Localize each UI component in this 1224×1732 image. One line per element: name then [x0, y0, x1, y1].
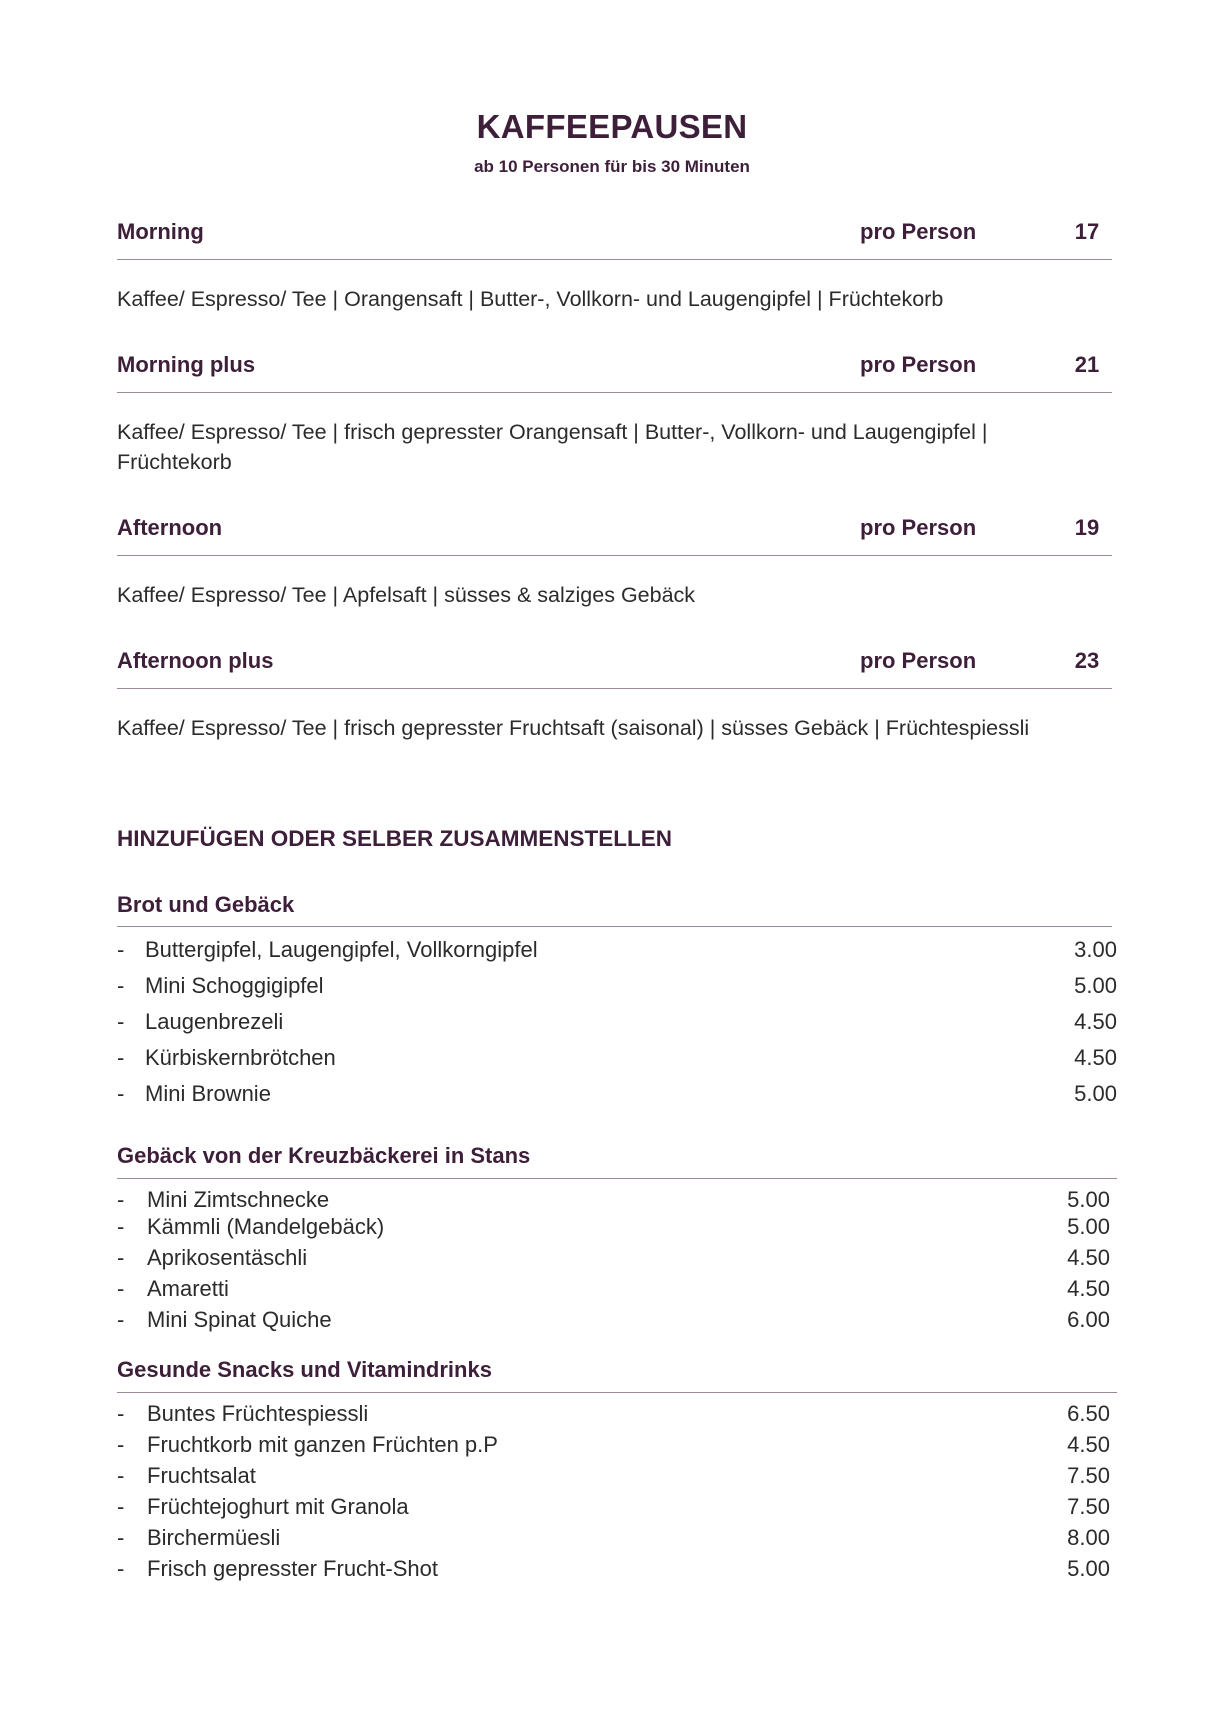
list-item: [117, 1432, 1110, 1462]
item-price: 6.00: [1067, 1307, 1110, 1332]
package-price: 23: [1074, 648, 1100, 673]
package-name: Afternoon: [117, 515, 223, 540]
item-bullet: -: [117, 1009, 125, 1034]
item-name: Mini Brownie: [145, 1081, 271, 1106]
item-name: Aprikosentäschli: [147, 1245, 308, 1270]
item-price: 8.00: [1067, 1525, 1110, 1550]
item-price: 5.00: [1067, 1556, 1110, 1581]
list-item: [117, 1045, 1117, 1075]
item-name: Amaretti: [147, 1276, 229, 1301]
item-bullet: -: [117, 1401, 125, 1426]
category-title: Gebäck von der Kreuzbäckerei in Stans: [117, 1143, 531, 1168]
item-price: 4.50: [1067, 1432, 1110, 1457]
package-description: [117, 713, 1147, 743]
item-bullet: -: [117, 1045, 125, 1070]
item-bullet: -: [117, 1081, 125, 1106]
item-price: 4.50: [1074, 1009, 1117, 1034]
package-name: Morning plus: [117, 352, 256, 377]
category-title: Brot und Gebäck: [117, 892, 295, 917]
item-bullet: -: [117, 937, 125, 962]
package-unit: pro Person: [860, 352, 977, 377]
list-item: [117, 973, 1117, 1003]
page-title: KAFFEEPAUSEN: [476, 108, 748, 145]
item-price: 3.00: [1074, 937, 1117, 962]
package-unit: pro Person: [860, 515, 977, 540]
item-price: 5.00: [1067, 1187, 1110, 1212]
item-name: Birchermüesli: [147, 1525, 281, 1550]
package-price: 19: [1074, 515, 1100, 540]
package-unit: pro Person: [860, 648, 977, 673]
package-header: [117, 352, 1112, 393]
package-description-line: Kaffee/ Espresso/ Tee | frisch gepresster Fruchtsaft (saisonal) | süsses Gebäck | Früchtespiessli: [117, 716, 1030, 740]
item-price: 4.50: [1067, 1276, 1110, 1301]
item-bullet: -: [117, 1432, 125, 1457]
package-header: [117, 648, 1112, 689]
list-item: [117, 1307, 1110, 1337]
item-name: Buttergipfel, Laugengipfel, Vollkorngipfel: [145, 937, 538, 962]
item-price: 5.00: [1067, 1214, 1110, 1239]
item-price: 7.50: [1067, 1494, 1110, 1519]
list-item: [117, 1214, 1110, 1244]
list-item: [117, 1525, 1110, 1555]
item-name: Früchtejoghurt mit Granola: [147, 1494, 409, 1519]
item-bullet: -: [117, 1525, 125, 1550]
package-price: 17: [1074, 219, 1100, 244]
list-item: [117, 937, 1117, 967]
package-description: [117, 284, 1147, 314]
list-item: [117, 1556, 1110, 1586]
item-price: 4.50: [1074, 1045, 1117, 1070]
package-description: [117, 417, 1147, 477]
package-price: 21: [1074, 352, 1100, 377]
package-description-line: Kaffee/ Espresso/ Tee | Orangensaft | Butter-, Vollkorn- und Laugengipfel | Früchtekorb: [117, 287, 944, 311]
item-bullet: -: [117, 1276, 125, 1301]
item-bullet: -: [117, 1494, 125, 1519]
list-item: [117, 1463, 1110, 1493]
package-description-line: Früchtekorb: [117, 450, 232, 474]
item-bullet: -: [117, 1187, 125, 1212]
item-price: 4.50: [1067, 1245, 1110, 1270]
package-unit: pro Person: [860, 219, 977, 244]
page-subtitle: ab 10 Personen für bis 30 Minuten: [474, 157, 750, 176]
package-name: Afternoon plus: [117, 648, 274, 673]
list-item: [117, 1245, 1110, 1275]
package-name: Morning: [117, 219, 204, 244]
item-price: 6.50: [1067, 1401, 1110, 1426]
item-bullet: -: [117, 1556, 125, 1581]
category-divider: [117, 926, 1112, 927]
list-item: [117, 1081, 1117, 1111]
list-item: [117, 1401, 1110, 1431]
item-price: 5.00: [1074, 1081, 1117, 1106]
item-price: 5.00: [1074, 973, 1117, 998]
item-name: Mini Zimtschnecke: [147, 1187, 330, 1212]
package-description: [117, 580, 1147, 610]
item-name: Frisch gepresster Frucht-Shot: [147, 1556, 438, 1581]
list-item: [117, 1187, 1110, 1217]
category-divider: [117, 1392, 1117, 1393]
item-bullet: -: [117, 1463, 125, 1488]
item-name: Mini Schoggigipfel: [145, 973, 324, 998]
addons-section-title: HINZUFÜGEN ODER SELBER ZUSAMMENSTELLEN: [117, 826, 673, 851]
list-item: [117, 1494, 1110, 1524]
item-bullet: -: [117, 973, 125, 998]
package-description-line: Kaffee/ Espresso/ Tee | Apfelsaft | süsses & salziges Gebäck: [117, 583, 696, 607]
item-name: Fruchtkorb mit ganzen Früchten p.P: [147, 1432, 498, 1457]
item-bullet: -: [117, 1214, 125, 1239]
item-name: Laugenbrezeli: [145, 1009, 284, 1034]
item-name: Fruchtsalat: [147, 1463, 256, 1488]
item-name: Buntes Früchtespiessli: [147, 1401, 369, 1426]
package-header: [117, 515, 1112, 556]
item-name: Kämmli (Mandelgebäck): [147, 1214, 385, 1239]
item-bullet: -: [117, 1245, 125, 1270]
item-price: 7.50: [1067, 1463, 1110, 1488]
category-title: Gesunde Snacks und Vitamindrinks: [117, 1357, 492, 1382]
list-item: [117, 1276, 1110, 1306]
item-bullet: -: [117, 1307, 125, 1332]
item-name: Mini Spinat Quiche: [147, 1307, 332, 1332]
item-name: Kürbiskernbrötchen: [145, 1045, 336, 1070]
package-header: [117, 219, 1112, 260]
category-divider: [117, 1178, 1117, 1179]
list-item: [117, 1009, 1117, 1039]
package-description-line: Kaffee/ Espresso/ Tee | frisch gepresster Orangensaft | Butter-, Vollkorn- und Laugengipfel |: [117, 420, 988, 444]
